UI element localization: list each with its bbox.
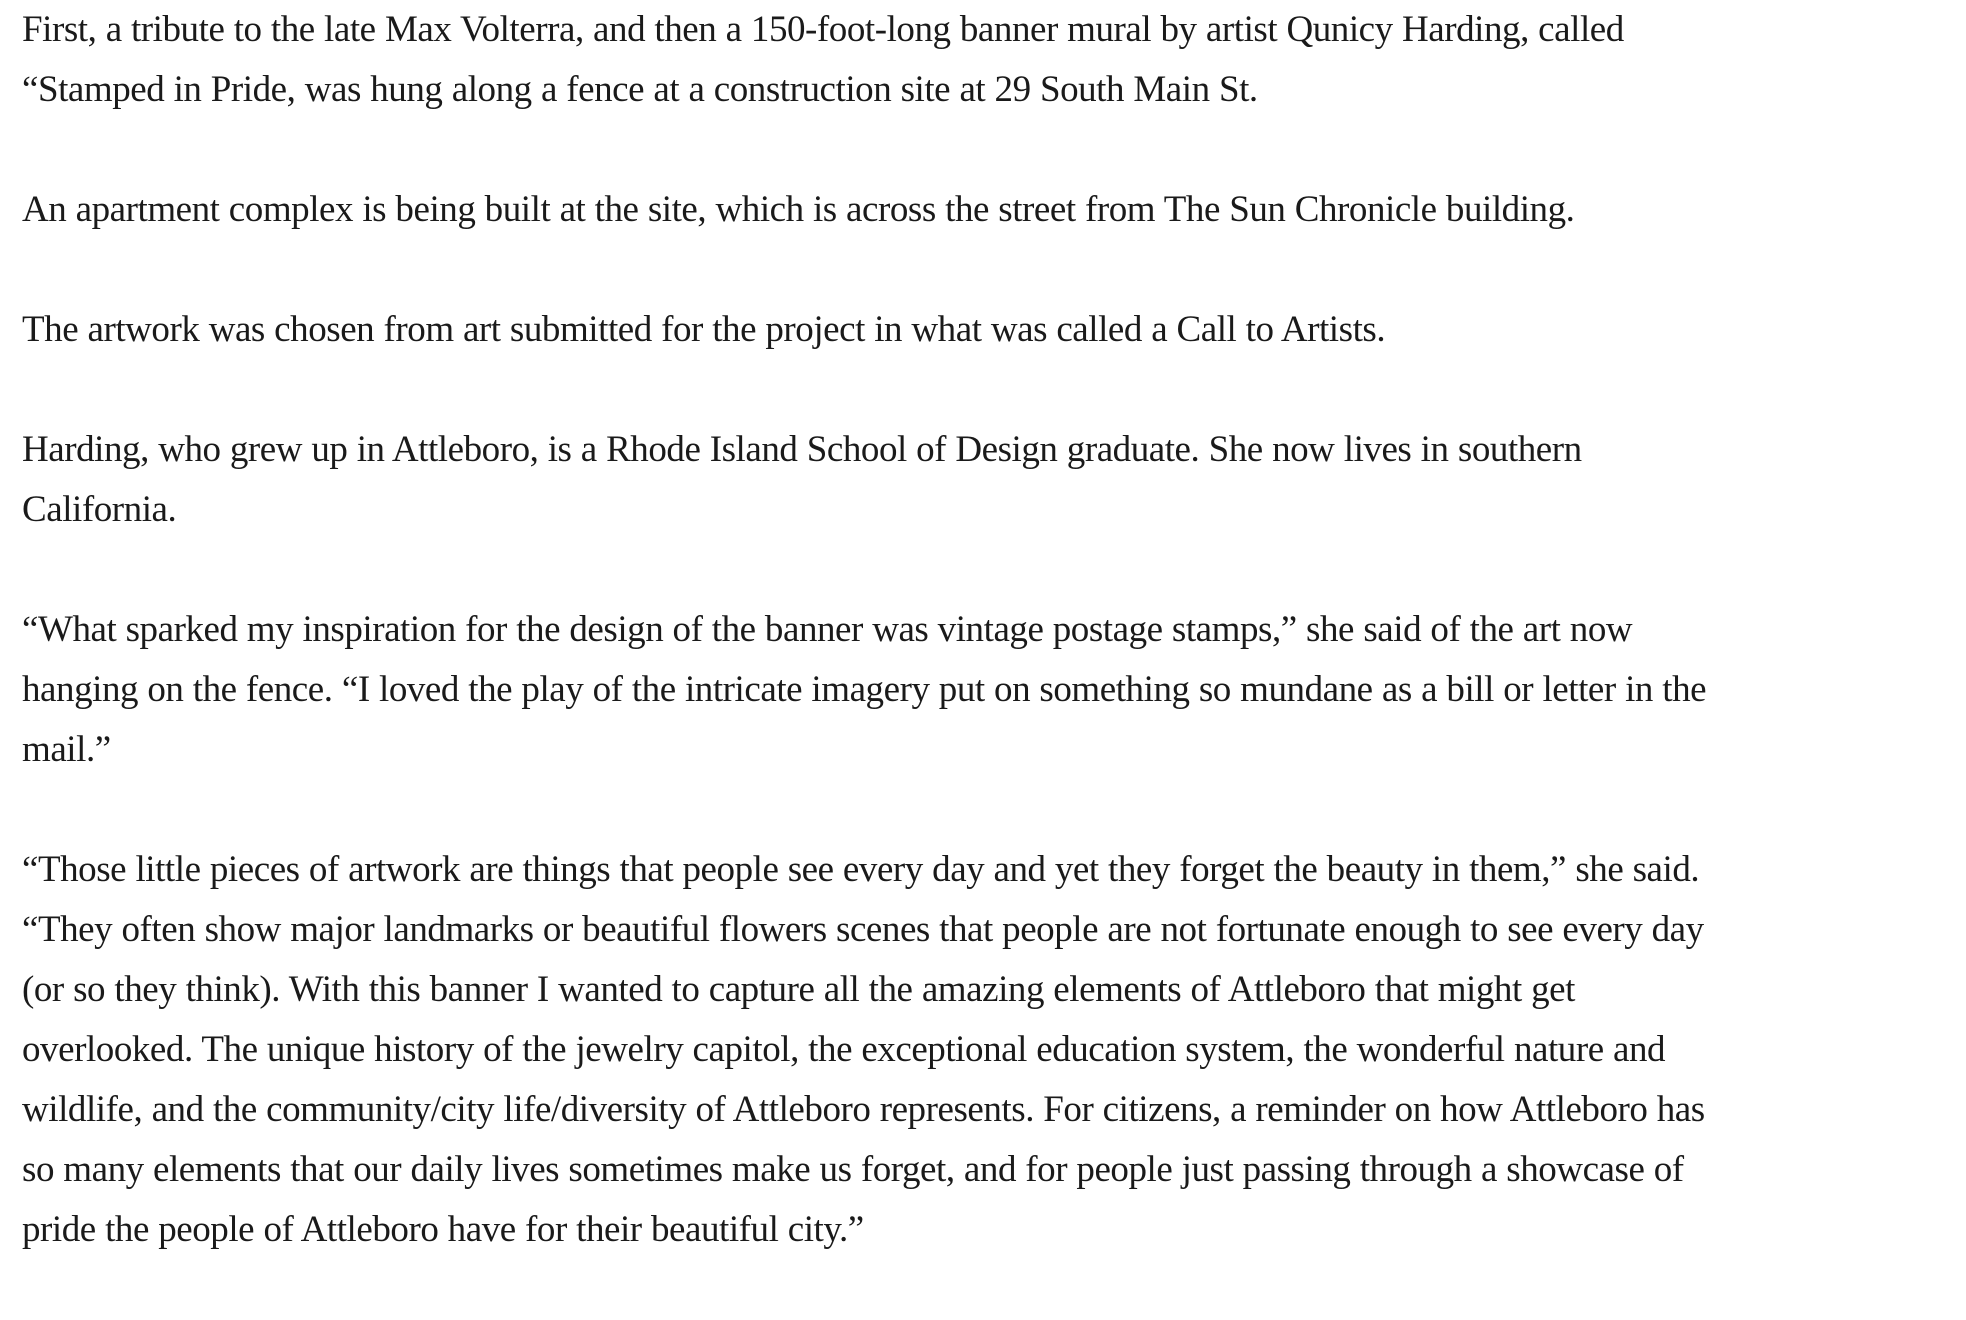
- paragraph-apartment-complex: An apartment complex is being built at the site, which is across the street from The Sun Chronicle building.: [22, 189, 1575, 230]
- paragraph-call-to-artists: The artwork was chosen from art submitted for the project in what was called a Call to Artists.: [22, 309, 1386, 350]
- article-body: [22, 0, 1922, 1320]
- paragraph-harding-bio: Harding, who grew up in Attleboro, is a Rhode Island School of Design graduate. She now lives in southern California.: [22, 429, 1582, 530]
- paragraph-banner-mural: First, a tribute to the late Max Volterra, and then a 150-foot-long banner mural by artist Qunicy Harding, called “Stamped in Pride, was hung along a fence at a construction site at 29 South Main St.: [22, 9, 1624, 110]
- paragraph-inspiration-quote: “What sparked my inspiration for the design of the banner was vintage postage stamps,” she said of the art now hanging on the fence. “I loved the play of the intricate imagery put on something so mundane as a bill or letter in the mail.”: [22, 609, 1707, 770]
- paragraph-artwork-quote: “Those little pieces of artwork are things that people see every day and yet they forget the beauty in them,” she said. “They often show major landmarks or beautiful flowers scenes that people are not fortunate enough to see every day (or so they think). With this banner I wanted to capture all the amazing elements of Attleboro that might get overlooked. The unique history of the jewelry capitol, the exceptional education system, the wonderful nature and wildlife, and the community/city life/diversity of Attleboro represents. For citizens, a reminder on how Attleboro has so many elements that our daily lives sometimes make us forget, and for people just passing through a showcase of pride the people of Attleboro have for their beautiful city.”: [22, 849, 1705, 1250]
